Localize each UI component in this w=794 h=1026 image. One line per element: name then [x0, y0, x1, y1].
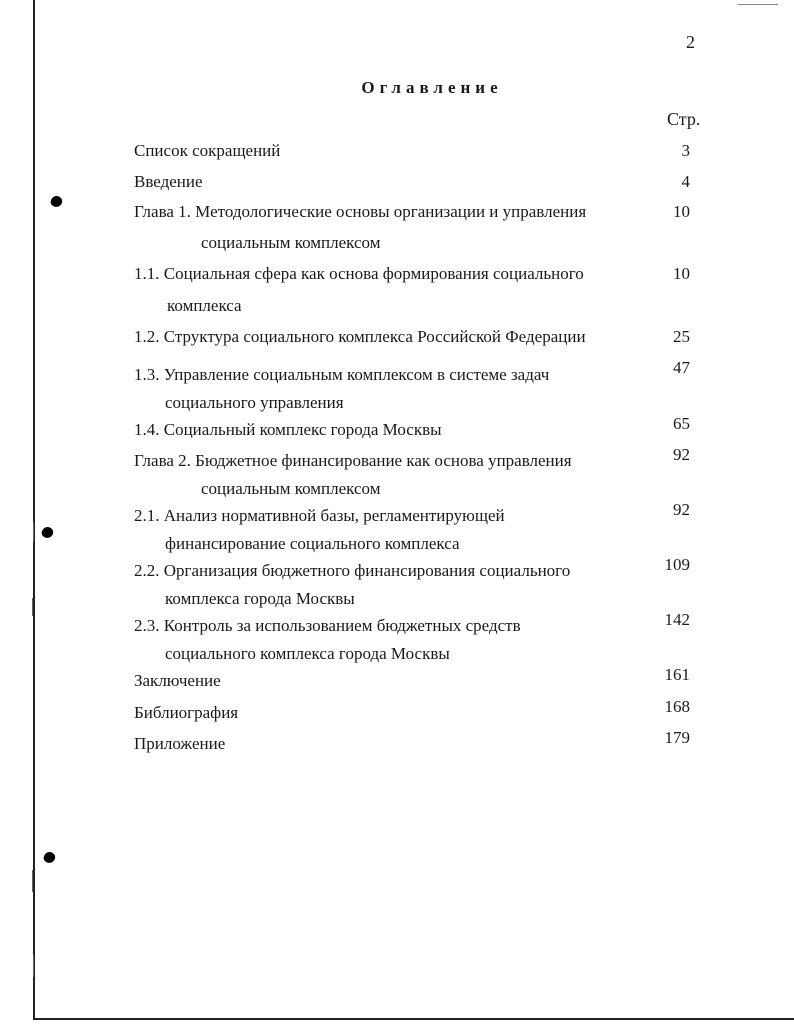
toc-entry-page: 47	[673, 358, 690, 377]
toc-entry-page: 109	[664, 555, 690, 574]
toc-entry-page: 25	[673, 327, 690, 346]
toc-entry-title: 2.1. Анализ нормативной базы, регламентирующей	[134, 506, 505, 525]
page-title: Оглавление	[361, 78, 503, 97]
page-column-header: Стр.	[667, 109, 701, 129]
toc-entry-title: Введение	[134, 172, 203, 191]
punch-hole-mark	[40, 525, 55, 540]
scan-edge-tick	[33, 955, 34, 977]
toc-entry-page: 142	[664, 610, 690, 629]
toc-entry-title: 1.3. Управление социальным комплексом в системе задач	[134, 365, 550, 384]
toc-entry-title: Заключение	[134, 671, 221, 690]
toc-entry-title: Глава 1. Методологические основы организации и управления	[134, 202, 587, 221]
toc-entry-title-continued: социального комплекса города Москвы	[165, 644, 450, 663]
toc-entry-title-continued: социальным комплексом	[201, 479, 381, 498]
toc-entry-page: 92	[673, 500, 690, 519]
toc-entry-title: Глава 2. Бюджетное финансирование как основа управления	[134, 451, 572, 470]
toc-entry-title-continued: социальным комплексом	[201, 233, 381, 252]
toc-entry-title-continued: финансирование социального комплекса	[165, 534, 460, 553]
toc-entry-title-continued: комплекса города Москвы	[165, 589, 355, 608]
page-number: 2	[686, 32, 695, 52]
scan-left-border	[33, 0, 35, 1018]
toc-entry-page: 179	[664, 728, 690, 747]
toc-entry-title: 1.4. Социальный комплекс города Москвы	[134, 420, 442, 439]
toc-entry-title: 1.2. Структура социального комплекса Российской Федерации	[134, 327, 586, 346]
scan-edge-tick	[32, 598, 33, 616]
punch-hole-mark	[42, 850, 57, 865]
toc-entry-title: Список сокращений	[134, 141, 281, 160]
toc-entry-page: 3	[681, 141, 690, 160]
toc-entry-page: 168	[664, 697, 690, 716]
toc-entry-title: 2.3. Контроль за использованием бюджетных средств	[134, 616, 521, 635]
toc-entry-title-continued: социального управления	[165, 393, 344, 412]
toc-entry-title: Приложение	[134, 734, 226, 753]
toc-entry-page: 65	[673, 414, 690, 433]
toc-entry-title-continued: комплекса	[167, 296, 242, 315]
toc-entry-page: 10	[673, 202, 690, 221]
scan-edge-tick	[32, 870, 33, 892]
scan-edge-tick	[33, 522, 34, 542]
toc-entry-page: 92	[673, 445, 690, 464]
toc-entry-page: 161	[664, 665, 690, 684]
toc-entry-title: 1.1. Социальная сфера как основа формирования социального	[134, 264, 584, 283]
toc-entry-page: 4	[681, 172, 690, 191]
toc-entry-title: 2.2. Организация бюджетного финансирования социального	[134, 561, 571, 580]
punch-hole-mark	[49, 194, 64, 209]
scan-bottom-border	[33, 1018, 794, 1020]
toc-entry-page: 10	[673, 264, 690, 283]
scan-top-mark	[738, 4, 778, 5]
toc-entry-title: Библиография	[134, 703, 239, 722]
